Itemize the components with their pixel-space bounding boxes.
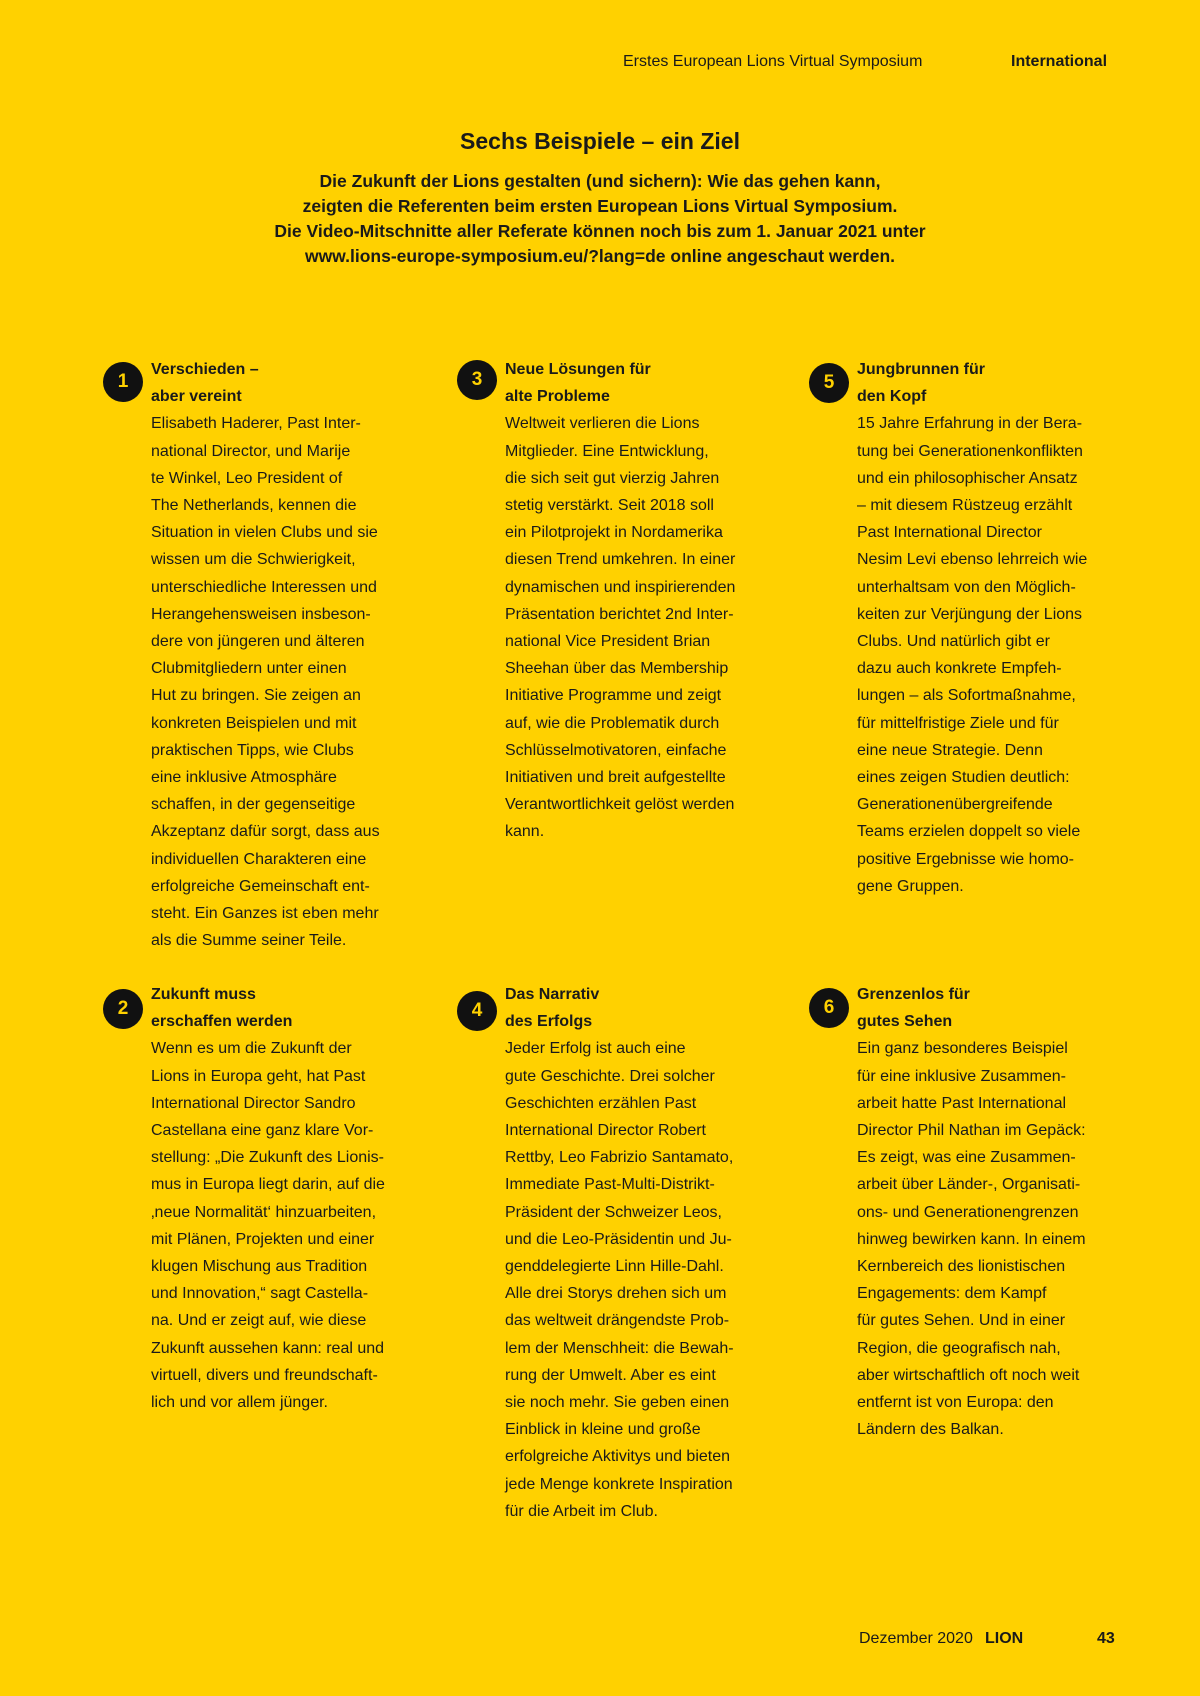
item-body-line: auf, wie die Problematik durch <box>505 714 720 732</box>
item-body-line: – mit diesem Rüstzeug erzählt <box>857 497 1073 515</box>
number-badge: 2 <box>103 989 143 1029</box>
item-heading-line: den Kopf <box>857 388 927 406</box>
item-body-line: für gutes Sehen. Und in einer <box>857 1312 1066 1330</box>
item-body-line: unterhaltsam von den Möglich- <box>857 578 1076 596</box>
item-body-line: sie noch mehr. Sie geben einen <box>505 1394 730 1412</box>
item-body-line: Initiativen und breit aufgestellte <box>505 769 726 787</box>
item-body-line: eines zeigen Studien deutlich: <box>857 769 1070 787</box>
item-body-line: die sich seit gut vierzig Jahren <box>505 469 720 487</box>
item-heading <box>857 356 1117 410</box>
item-body-line: praktischen Tipps, wie Clubs <box>151 741 354 759</box>
item-body <box>505 410 765 845</box>
item-body-line: Teams erzielen doppelt so viele <box>857 823 1081 841</box>
item-heading-line: alte Probleme <box>505 388 610 406</box>
item-body-line: te Winkel, Leo President of <box>151 469 343 487</box>
item-body-line: tung bei Generationenkonflikten <box>857 442 1083 460</box>
item-body-line: ein Pilotprojekt in Nordamerika <box>505 524 723 542</box>
item-body-line: klugen Mischung aus Tradition <box>151 1258 368 1276</box>
item-body-line: dazu auch konkrete Empfeh- <box>857 660 1062 678</box>
item-heading <box>857 981 1117 1035</box>
item-heading-line: Das Narrativ <box>505 986 600 1003</box>
item-body-line: jede Menge konkrete Inspiration <box>505 1475 733 1493</box>
item-body-line: ‚neue Normalität‘ hinzuarbeiten, <box>151 1203 377 1221</box>
intro-text <box>200 169 1000 269</box>
item-body-line: aber wirtschaftlich oft noch weit <box>857 1366 1080 1384</box>
item-body-line: International Director Sandro <box>151 1094 356 1112</box>
item-body-line: eine inklusive Atmosphäre <box>151 769 337 787</box>
item-body-line: als die Summe seiner Teile. <box>151 932 347 950</box>
item-heading-line: Grenzenlos für <box>857 986 970 1003</box>
number-badge: 3 <box>457 360 497 400</box>
example-item-3 <box>471 356 765 846</box>
item-body-line: für eine inklusive Zusammen- <box>857 1067 1066 1085</box>
section-label: International <box>1011 53 1108 70</box>
item-body-line: arbeit hatte Past International <box>857 1094 1067 1112</box>
item-body-line: Lions in Europa geht, hat Past <box>151 1067 366 1085</box>
item-heading-line: Neue Lösungen für <box>505 361 651 378</box>
item-body-line: Mitglieder. Eine Entwicklung, <box>505 442 709 460</box>
item-body-line: Weltweit verlieren die Lions <box>505 415 700 433</box>
item-body-line: dere von jüngeren und älteren <box>151 633 365 651</box>
item-body-line: arbeit über Länder-, Organisati- <box>857 1176 1081 1194</box>
item-body-line: wissen um die Schwierigkeit, <box>151 551 356 569</box>
item-body-line: mit Plänen, Projekten und einer <box>151 1230 375 1248</box>
item-body-line: Immediate Past-Multi-Distrikt- <box>505 1176 715 1194</box>
item-body-line: kann. <box>505 823 545 841</box>
item-body-line: Nesim Levi ebenso lehrreich wie <box>857 551 1088 569</box>
example-item-4 <box>471 981 765 1525</box>
item-body-line: Präsident der Schweizer Leos, <box>505 1203 722 1221</box>
item-body-line: gene Gruppen. <box>857 877 964 895</box>
item-body-line: diesen Trend umkehren. In einer <box>505 551 736 569</box>
item-body-line: lem der Menschheit: die Bewah- <box>505 1339 734 1357</box>
item-heading-line: Zukunft muss <box>151 986 256 1003</box>
item-heading <box>505 981 765 1035</box>
item-heading <box>151 981 411 1035</box>
series-title: Erstes European Lions Virtual Symposium <box>623 53 923 70</box>
item-body-line: stellung: „Die Zukunft des Lionis- <box>151 1149 384 1167</box>
page-footer <box>0 1630 1200 1652</box>
running-head <box>0 53 1200 75</box>
item-body-line: Verantwortlichkeit gelöst werden <box>505 796 735 814</box>
item-body <box>151 410 411 954</box>
item-body-line: Hut zu bringen. Sie zeigen an <box>151 687 361 705</box>
item-body-line: national Vice President Brian <box>505 633 711 651</box>
item-heading-line: des Erfolgs <box>505 1013 593 1031</box>
item-body-line: Sheehan über das Membership <box>505 660 729 678</box>
item-body-line: für mittelfristige Ziele und für <box>857 714 1059 732</box>
item-body-line: mus in Europa liegt darin, auf die <box>151 1176 385 1194</box>
item-body-line: Alle drei Storys drehen sich um <box>505 1285 727 1303</box>
example-item-2 <box>117 981 411 1416</box>
item-body-line: Engagements: dem Kampf <box>857 1285 1047 1303</box>
item-body-line: konkreten Beispielen und mit <box>151 714 357 732</box>
item-body-line: Geschichten erzählen Past <box>505 1094 697 1112</box>
item-body-line: Initiative Programme und zeigt <box>505 687 722 705</box>
intro-line: Die Video-Mitschnitte aller Referate können noch bis zum 1. Januar 2021 unter <box>274 221 926 241</box>
item-body-line: ons- und Generationengrenzen <box>857 1203 1079 1221</box>
example-item-6 <box>823 981 1117 1443</box>
item-body-line: Director Phil Nathan im Gepäck: <box>857 1122 1086 1140</box>
item-body-line: Past International Director <box>857 524 1042 542</box>
item-body-line: erfolgreiche Aktivitys und bieten <box>505 1448 731 1466</box>
item-body-line: Präsentation berichtet 2nd Inter- <box>505 605 734 623</box>
item-body <box>151 1035 411 1416</box>
example-item-1 <box>117 356 411 954</box>
item-body-line: entfernt ist von Europa: den <box>857 1394 1054 1412</box>
item-body-line: rung der Umwelt. Aber es eint <box>505 1366 716 1384</box>
item-body-line: Generationenübergreifende <box>857 796 1053 814</box>
item-body-line: Zukunft aussehen kann: real und <box>151 1339 385 1357</box>
intro-line: zeigten die Referenten beim ersten European Lions Virtual Symposium. <box>302 196 898 216</box>
item-body-line: Einblick in kleine und große <box>505 1421 701 1439</box>
item-body-line: Es zeigt, was eine Zusammen- <box>857 1149 1076 1167</box>
item-body-line: Jeder Erfolg ist auch eine <box>505 1040 686 1058</box>
number-badge: 6 <box>809 988 849 1028</box>
number-badge: 5 <box>809 363 849 403</box>
number-badge: 1 <box>103 362 143 402</box>
item-body-line: The Netherlands, kennen die <box>151 497 357 515</box>
item-body-line: Schlüsselmotivatoren, einfache <box>505 741 727 759</box>
item-heading-line: Jungbrunnen für <box>857 361 985 378</box>
item-body-line: und ein philosophischer Ansatz <box>857 469 1078 487</box>
item-body-line: und Innovation,“ sagt Castella- <box>151 1285 369 1303</box>
item-body-line: erfolgreiche Gemeinschaft ent- <box>151 877 370 895</box>
item-heading-line: Verschieden – <box>151 361 259 378</box>
item-heading <box>505 356 765 410</box>
item-body-line: für die Arbeit im Club. <box>505 1502 658 1520</box>
intro-line: Die Zukunft der Lions gestalten (und sichern): Wie das gehen kann, <box>319 171 881 191</box>
item-body-line: eine neue Strategie. Denn <box>857 741 1043 759</box>
page-number: 43 <box>1097 1630 1115 1647</box>
item-body-line: Herangehensweisen insbeson- <box>151 605 371 623</box>
item-body-line: na. Und er zeigt auf, wie diese <box>151 1312 367 1330</box>
item-body-line: Ein ganz besonderes Beispiel <box>857 1040 1068 1058</box>
number-badge: 4 <box>457 991 497 1031</box>
item-body-line: Kernbereich des lionistischen <box>857 1258 1066 1276</box>
item-body-line: Clubmitgliedern unter einen <box>151 660 347 678</box>
item-body-line: Wenn es um die Zukunft der <box>151 1040 352 1058</box>
item-body-line: Elisabeth Haderer, Past Inter- <box>151 415 361 433</box>
item-body-line: positive Ergebnisse wie homo- <box>857 850 1074 868</box>
item-body-line: genddelegierte Linn Hille-Dahl. <box>505 1258 724 1276</box>
item-body-line: dynamischen und inspirierenden <box>505 578 736 596</box>
issue-date: Dezember 2020 <box>859 1630 973 1647</box>
item-heading-line: aber vereint <box>151 388 242 406</box>
item-body-line: Castellana eine ganz klare Vor- <box>151 1122 374 1140</box>
item-heading <box>151 356 411 410</box>
item-body-line: unterschiedliche Interessen und <box>151 578 377 596</box>
item-body-line: 15 Jahre Erfahrung in der Bera- <box>857 415 1083 433</box>
item-body <box>505 1035 765 1525</box>
item-body-line: hinweg bewirken kann. In einem <box>857 1230 1086 1248</box>
intro-line-url: www.lions-europe-symposium.eu/?lang=de online angeschaut werden. <box>304 246 896 266</box>
item-body <box>857 410 1117 900</box>
item-body-line: International Director Robert <box>505 1122 706 1140</box>
item-body-line: schaffen, in der gegenseitige <box>151 796 356 814</box>
item-heading-line: erschaffen werden <box>151 1013 293 1031</box>
article-title: Sechs Beispiele – ein Ziel <box>460 128 740 154</box>
item-body-line: Region, die geografisch nah, <box>857 1339 1061 1357</box>
item-body-line: gute Geschichte. Drei solcher <box>505 1067 715 1085</box>
item-body <box>857 1035 1117 1443</box>
item-body-line: individuellen Charakteren eine <box>151 850 367 868</box>
example-item-5 <box>823 356 1117 900</box>
item-body-line: stetig verstärkt. Seit 2018 soll <box>505 497 714 515</box>
item-body-line: steht. Ein Ganzes ist eben mehr <box>151 905 379 923</box>
item-body-line: Ländern des Balkan. <box>857 1421 1004 1439</box>
item-body-line: Rettby, Leo Fabrizio Santamato, <box>505 1149 734 1167</box>
item-body-line: Situation in vielen Clubs und sie <box>151 524 378 542</box>
item-heading-line: gutes Sehen <box>857 1013 953 1031</box>
magazine-name: LION <box>985 1630 1024 1647</box>
item-body-line: lungen – als Sofortmaßnahme, <box>857 687 1076 705</box>
item-body-line: Akzeptanz dafür sorgt, dass aus <box>151 823 380 841</box>
item-body-line: national Director, und Marije <box>151 442 351 460</box>
item-body-line: lich und vor allem jünger. <box>151 1394 328 1412</box>
item-body-line: Clubs. Und natürlich gibt er <box>857 633 1050 651</box>
item-body-line: keiten zur Verjüngung der Lions <box>857 605 1083 623</box>
item-body-line: virtuell, divers und freundschaft- <box>151 1366 378 1384</box>
item-body-line: das weltweit drängendste Prob- <box>505 1312 730 1330</box>
item-body-line: und die Leo-Präsidentin und Ju- <box>505 1230 732 1248</box>
